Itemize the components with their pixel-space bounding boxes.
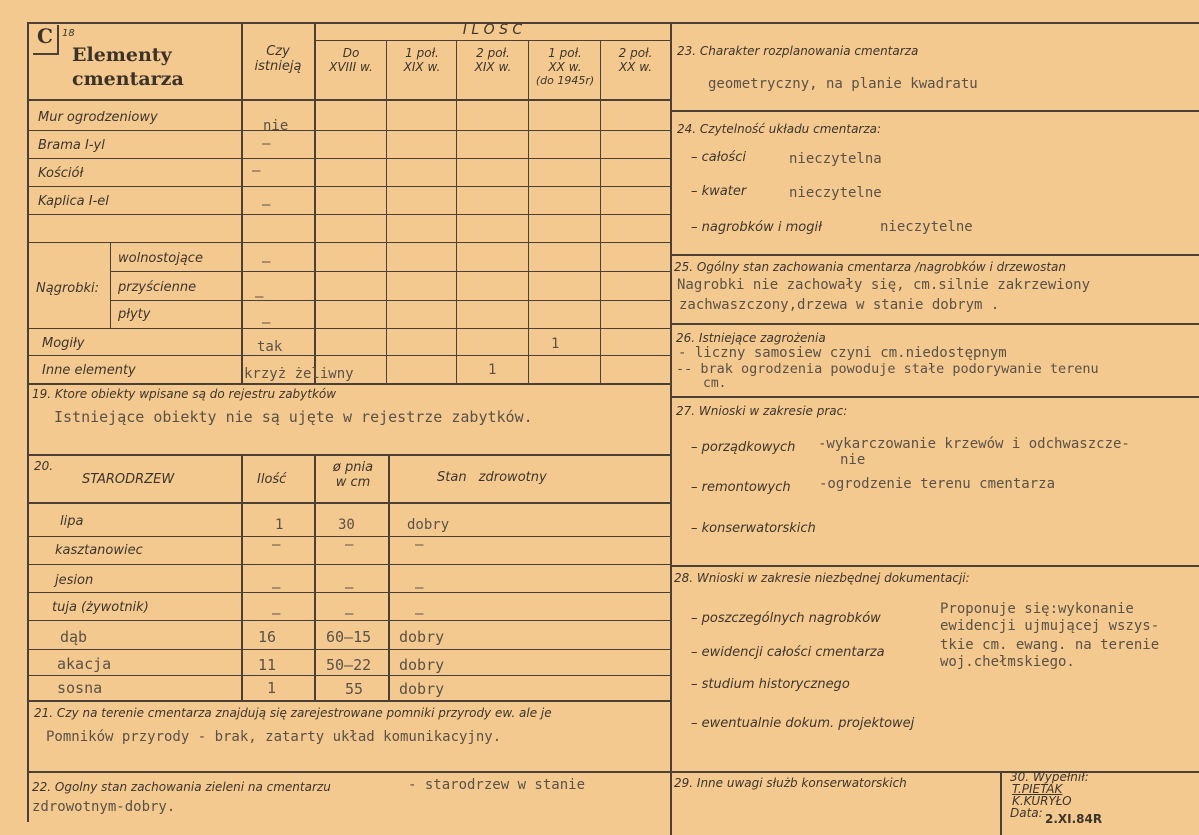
header-bottom-line bbox=[27, 99, 670, 101]
q26-line1: - liczny samosiew czyni cm.niedostępnym bbox=[678, 345, 1007, 361]
q28-b-label: – ewidencji całości cmentarza bbox=[691, 645, 885, 660]
q21-answer: Pomników przyrody - brak, zatarty układ komunikacyjny. bbox=[46, 729, 502, 745]
q30-date-label: Data: bbox=[1010, 806, 1043, 820]
ilosc-underline bbox=[315, 40, 670, 41]
q30-filled-label: 30. Wypełnił: bbox=[1010, 770, 1089, 784]
trees-header-diam bbox=[318, 460, 388, 490]
col-exists-header bbox=[243, 44, 313, 74]
q24-kwater-label: – kwater bbox=[691, 184, 747, 199]
q24-calosci-value: nieczytelna bbox=[789, 151, 882, 167]
q24-nagrobkow-value: nieczytelne bbox=[880, 219, 973, 235]
q30-divider bbox=[1000, 771, 1002, 835]
tree-diam: – bbox=[345, 580, 354, 596]
trees-row-line bbox=[27, 564, 670, 565]
q27-rem-value: -ogrodzenie terenu cmentarza bbox=[819, 476, 1056, 492]
center-divider bbox=[670, 22, 672, 835]
q24-label: 24. Czytelność układu cmentarza: bbox=[677, 122, 882, 136]
left-border bbox=[27, 22, 29, 822]
element-plyty-label: płyty bbox=[118, 307, 151, 322]
q28-value-4: woj.chełmskiego. bbox=[940, 654, 1075, 670]
period-3-l1: 2 poł. bbox=[476, 46, 510, 60]
q28-value-2: ewidencji ujmującej wszys- bbox=[940, 618, 1160, 634]
period-2-l2: XIX w. bbox=[403, 60, 441, 74]
row-line bbox=[27, 158, 670, 159]
section-letter: C bbox=[37, 24, 53, 48]
row-line bbox=[27, 383, 670, 385]
q22-answer-1: - starodrzew w stanie bbox=[408, 777, 586, 793]
period-4-l2: XX w. bbox=[548, 60, 582, 74]
vline-col2 bbox=[386, 40, 387, 383]
element-wolno-exists: – bbox=[262, 254, 271, 270]
tree-state: dobry bbox=[399, 656, 445, 674]
element-kosciol-label: Kościół bbox=[38, 166, 84, 181]
trees-header-count: Ilość bbox=[257, 472, 287, 487]
q27-kons-label: – konserwatorskich bbox=[691, 521, 816, 536]
tree-name: sosna bbox=[57, 679, 103, 697]
element-brama-label: Brama I-yl bbox=[38, 138, 105, 153]
q28-label: 28. Wnioski w zakresie niezbędnej dokumentacji: bbox=[674, 571, 970, 585]
q23-answer: geometryczny, na planie kwadratu bbox=[708, 76, 978, 92]
title-line1: Elementy bbox=[72, 44, 172, 66]
vline-col5 bbox=[600, 40, 601, 383]
q30-name-2: K.KURYŁO bbox=[1012, 794, 1072, 808]
tree-name: kasztanowiec bbox=[55, 543, 143, 558]
vline-col4 bbox=[528, 40, 529, 383]
vline-nagrobki bbox=[110, 243, 111, 328]
q27-porz-value-1: -wykarczowanie krzewów i odchwaszcze- bbox=[818, 436, 1130, 452]
period-1-l2: XVIII w. bbox=[329, 60, 373, 74]
row-line bbox=[27, 242, 670, 243]
element-kaplica-exists: – bbox=[262, 197, 271, 213]
period-col-5 bbox=[601, 46, 670, 74]
row-line bbox=[27, 328, 670, 329]
tree-name: lipa bbox=[60, 514, 84, 529]
q24-bottom-line bbox=[670, 254, 1199, 256]
q26-bottom-line bbox=[670, 396, 1199, 398]
q23-bottom-line bbox=[670, 110, 1199, 112]
element-mogily-exists: tak bbox=[257, 339, 283, 355]
section-number: 18 bbox=[62, 28, 75, 39]
element-kaplica-label: Kaplica I-el bbox=[38, 194, 109, 209]
period-3-l2: XIX w. bbox=[474, 60, 512, 74]
q27-porz-value-2: nie bbox=[840, 452, 866, 468]
tree-count: – bbox=[272, 606, 281, 622]
tree-name: akacja bbox=[57, 655, 112, 673]
tree-state: – bbox=[415, 580, 424, 596]
q22-answer-2: zdrowotnym-dobry. bbox=[32, 799, 176, 815]
element-brama-exists: – bbox=[262, 136, 271, 152]
q30-date-value: 2.XI.84R bbox=[1045, 812, 1103, 826]
trees-vline-3 bbox=[388, 454, 390, 701]
q25-line1: Nagrobki nie zachowały się, cm.silnie zakrzewiony bbox=[677, 277, 1091, 293]
tree-state: dobry bbox=[399, 680, 445, 698]
q27-bottom-line bbox=[670, 565, 1199, 567]
q27-porz-label: – porządkowych bbox=[691, 440, 796, 455]
trees-row-line bbox=[27, 675, 670, 676]
trees-header-line bbox=[27, 502, 670, 504]
period-col-4 bbox=[529, 46, 601, 88]
trees-num: 20. bbox=[34, 459, 54, 473]
col-exists-l1: Czy bbox=[266, 44, 290, 59]
tree-count: 1 bbox=[275, 517, 284, 533]
tree-count: 1 bbox=[267, 679, 277, 697]
q21-label: 21. Czy na terenie cmentarza znajdują się zarejestrowane pomniki przyrody ew. ale je bbox=[34, 706, 552, 720]
tree-state: – bbox=[415, 537, 424, 553]
row-line bbox=[110, 271, 670, 272]
q19-bottom-line bbox=[27, 454, 670, 456]
tree-name: tuja (żywotnik) bbox=[52, 600, 149, 615]
tree-count: 16 bbox=[258, 628, 277, 646]
tree-count: – bbox=[272, 537, 281, 553]
tree-diam: 50–22 bbox=[326, 656, 372, 674]
element-przysc-label: przyścienne bbox=[118, 280, 197, 295]
tree-state: dobry bbox=[399, 628, 445, 646]
element-kosciol-exists: – bbox=[252, 163, 261, 179]
period-4-l1: 1 poł. bbox=[548, 46, 582, 60]
q19-label: 19. Ktore obiekty wpisane są do rejestru zabytków bbox=[32, 387, 337, 401]
tree-name: dąb bbox=[60, 628, 88, 646]
tree-diam: – bbox=[345, 537, 354, 553]
row-line bbox=[27, 186, 670, 187]
element-inne-count: 1 bbox=[488, 362, 497, 378]
tree-count: 11 bbox=[258, 656, 277, 674]
trees-header-diam-l2: w cm bbox=[335, 475, 371, 490]
q29-label: 29. Inne uwagi służb konserwatorskich bbox=[674, 776, 907, 790]
element-inne-label: Inne elementy bbox=[42, 363, 136, 378]
element-nagrobki-label: Nągrobki: bbox=[36, 281, 100, 296]
period-4-l3: (do 1945r) bbox=[535, 74, 595, 87]
trees-header-diam-l1: ø pnia bbox=[332, 460, 374, 475]
q24-nagrobkow-label: – nagrobków i mogił bbox=[691, 220, 822, 235]
period-1-l1: Do bbox=[342, 46, 360, 60]
q28-value-1: Proponuje się:wykonanie bbox=[940, 601, 1134, 617]
tree-state: dobry bbox=[407, 517, 450, 533]
q28-d-label: – ewentualnie dokum. projektowej bbox=[691, 716, 915, 731]
q25-bottom-line bbox=[670, 323, 1199, 325]
q28-value-3: tkie cm. ewang. na terenie bbox=[940, 637, 1160, 653]
trees-bottom-line bbox=[27, 700, 670, 702]
element-mogily-count: 1 bbox=[551, 336, 560, 352]
vline-col3 bbox=[456, 40, 457, 383]
element-przysc-exists: – bbox=[255, 289, 264, 305]
q26-line2: -- brak ogrodzenia powoduje stałe podorywanie terenu bbox=[676, 361, 1099, 377]
period-2-l1: 1 poł. bbox=[405, 46, 439, 60]
q26-line3: cm. bbox=[703, 376, 727, 391]
q23-label: 23. Charakter rozplanowania cmentarza bbox=[677, 44, 919, 58]
q25-label: 25. Ogólny stan zachowania cmentarza /nagrobków i drzewostan bbox=[674, 260, 1066, 274]
q27-rem-label: – remontowych bbox=[691, 480, 791, 495]
period-5-l2: XX w. bbox=[618, 60, 653, 74]
element-mur-exists: nie bbox=[263, 118, 289, 134]
q19-answer: Istniejące obiekty nie są ujęte w rejestrze zabytków. bbox=[54, 408, 533, 426]
q30-name-1: T.PIETAK bbox=[1012, 782, 1063, 796]
tree-count: – bbox=[272, 580, 281, 596]
col-exists-l2: istnieją bbox=[254, 59, 302, 74]
q24-kwater-value: nieczytelne bbox=[789, 185, 882, 201]
period-5-l1: 2 poł. bbox=[618, 46, 653, 60]
row-line bbox=[110, 300, 670, 301]
q28-c-label: – studium historycznego bbox=[691, 677, 850, 692]
q24-calosci-label: – całości bbox=[691, 150, 746, 165]
period-col-2 bbox=[387, 46, 457, 74]
trees-row-line bbox=[27, 649, 670, 650]
tree-diam: 30 bbox=[338, 517, 355, 533]
q25-line2: zachwaszczony,drzewa w stanie dobrym . bbox=[679, 297, 1000, 313]
trees-vline-1 bbox=[241, 454, 243, 701]
ilosc-header: I L O S C bbox=[462, 22, 523, 38]
tree-diam: 60–15 bbox=[326, 628, 372, 646]
q27-label: 27. Wnioski w zakresie prac: bbox=[676, 404, 848, 418]
element-wolno-label: wolnostojące bbox=[118, 251, 203, 266]
row-line bbox=[27, 355, 670, 356]
tree-diam: – bbox=[345, 606, 354, 622]
title-line2: cmentarza bbox=[72, 68, 184, 90]
trees-header-name: STARODRZEW bbox=[82, 472, 175, 487]
period-col-1 bbox=[315, 46, 387, 74]
q28-a-label: – poszczególnych nagrobków bbox=[691, 611, 881, 626]
period-col-3 bbox=[457, 46, 529, 74]
tree-diam: 55 bbox=[345, 680, 364, 698]
trees-vline-2 bbox=[314, 454, 316, 701]
element-mur-label: Mur ogrodzeniowy bbox=[38, 110, 158, 125]
element-plyty-exists: – bbox=[262, 315, 271, 331]
row-line bbox=[27, 214, 670, 215]
tree-state: – bbox=[415, 606, 424, 622]
element-mogily-label: Mogiły bbox=[42, 336, 85, 351]
trees-header-state: Stan zdrowotny bbox=[437, 470, 547, 485]
q26-label: 26. Istniejące zagrożenia bbox=[676, 331, 826, 345]
row-line bbox=[27, 130, 670, 131]
q22-label: 22. Ogolny stan zachowania zieleni na cmentarzu bbox=[32, 780, 331, 794]
tree-name: jesion bbox=[55, 573, 94, 588]
element-inne-exists: krzyż żeliwny bbox=[244, 366, 354, 382]
